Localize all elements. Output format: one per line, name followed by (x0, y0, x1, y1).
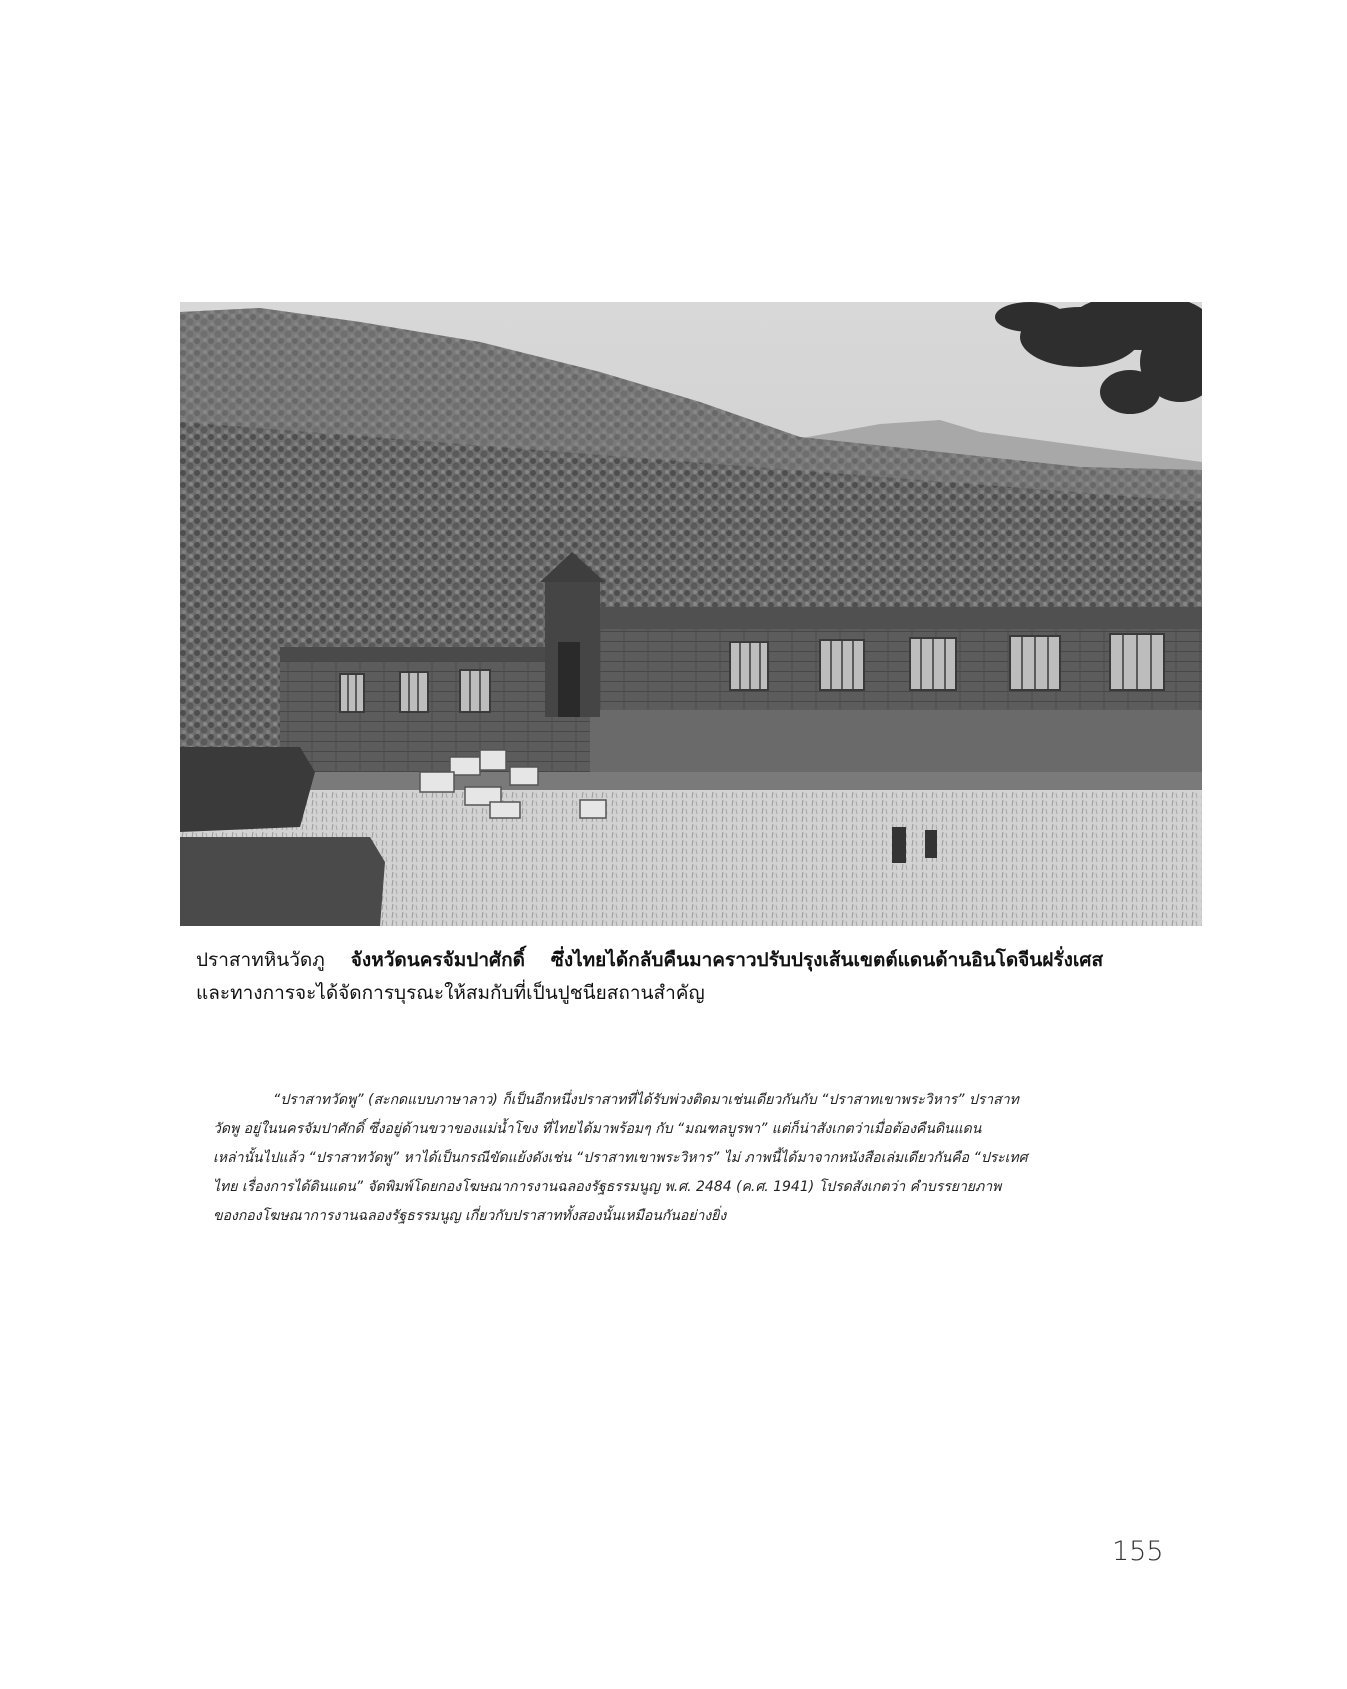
body-line: ไทย เรื่องการได้ดินแดน” จัดพิมพ์โดยกองโฆษณาการงานฉลองรัฐธรรมนูญ พ.ศ. 2484 (ค.ศ. 1941) โปรดสังเกตว่า คำบรรยายภาพ (213, 1179, 1002, 1195)
photo-caption (196, 944, 1156, 1010)
body-paragraph (213, 1086, 1163, 1231)
body-line: วัดพู อยู่ในนครจัมปาศักดิ์ ซึ่งอยู่ด้านขวาของแม่น้ำโขง ที่ไทยได้มาพร้อมๆ กับ “มณฑลบูรพา” แต่ก็น่าสังเกตว่าเมื่อต้องคืนดินแดน (213, 1121, 982, 1137)
caption-line-2: และทางการจะได้จัดการบุรณะให้สมกับที่เป็นปูชนียสถานสำคัญ (196, 982, 705, 1004)
temple-ruins-photo (180, 302, 1202, 926)
caption-temple-name: ปราสาทหินวัดภู (196, 949, 325, 971)
caption-province: จังหวัดนครจัมปาศักดิ์ (350, 949, 525, 971)
page-number: 155 (1112, 1536, 1164, 1567)
body-line: เหล่านั้นไปแล้ว “ปราสาทวัดพู” หาได้เป็นกรณีขัดแย้งดังเช่น “ปราสาทเขาพระวิหาร” ไม่ ภาพนี้ได้มาจากหนังสือเล่มเดียวกันคือ “ประเทศ (213, 1150, 1028, 1166)
caption-description: ซึ่งไทยได้กลับคืนมาคราวปรับปรุงเส้นเขตต์แดนด้านอินโดจีนฝรั่งเศส (550, 949, 1104, 971)
body-line: “ปราสาทวัดพู” (สะกดแบบภาษาลาว) ก็เป็นอีกหนึ่งปราสาทที่ได้รับพ่วงติดมาเช่นเดียวกันกับ “ปราสาทเขาพระวิหาร” ปราสาท (273, 1092, 1019, 1108)
caption-line-1 (196, 944, 1156, 977)
photo-illustration (180, 302, 1202, 926)
body-line: ของกองโฆษณาการงานฉลองรัฐธรรมนูญ เกี่ยวกับปราสาททั้งสองนั้นเหมือนกันอย่างยิ่ง (213, 1208, 727, 1224)
